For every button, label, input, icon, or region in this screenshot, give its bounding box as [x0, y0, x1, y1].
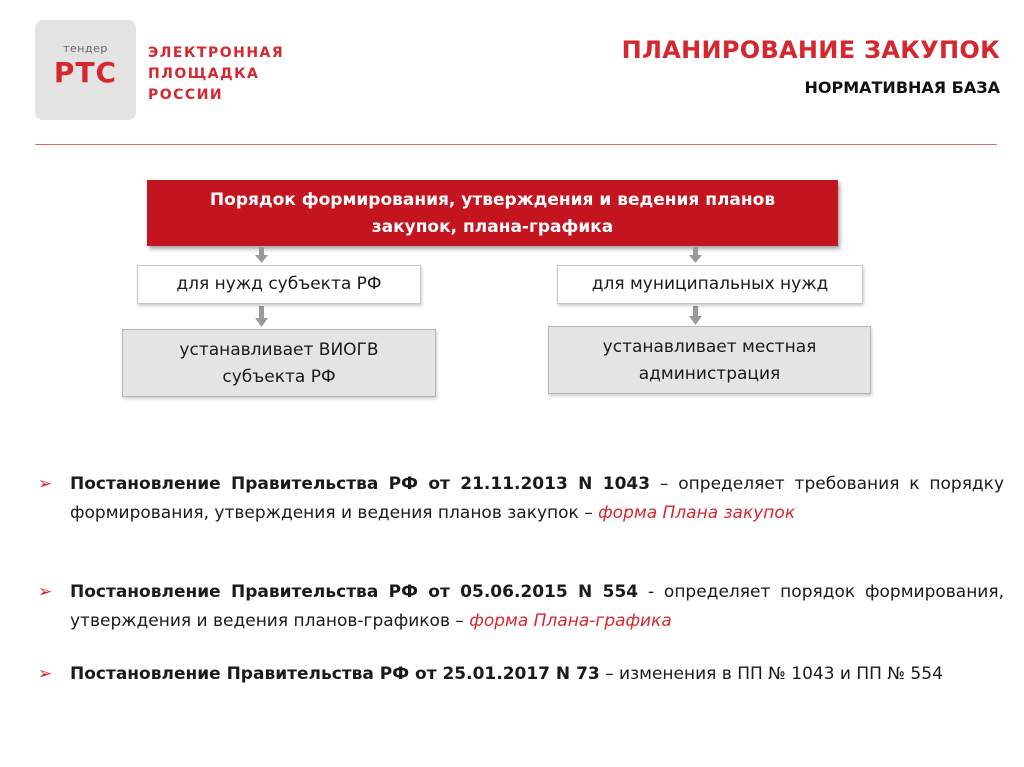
brand-line: ПЛОЩАДКА — [148, 66, 260, 82]
down-arrow-icon — [255, 306, 268, 328]
regional-result-box — [122, 329, 436, 397]
arrowhead-bullet-icon: ➢ — [38, 474, 53, 494]
resolution-title: Постановление Правительства РФ от 25.01.2017 N 73 — [70, 664, 600, 684]
resolution-description: – определяет требования к порядку формирования, утверждения и ведения планов закупок – — [70, 474, 1005, 523]
down-arrow-icon — [689, 306, 702, 326]
page-title: ПЛАНИРОВАНИЕ ЗАКУПОК — [621, 36, 1000, 64]
municipal-result-line: устанавливает местная — [602, 337, 817, 357]
regional-branch-box: для нужд субъекта РФ — [137, 265, 421, 304]
header-divider — [35, 144, 997, 145]
logo — [35, 20, 136, 120]
logo-small-text: тендер — [63, 42, 108, 55]
regional-result-line: субъекта РФ — [222, 367, 336, 387]
municipal-branch-box: для муниципальных нужд — [557, 265, 863, 304]
list-item — [38, 660, 1004, 689]
brand-line: РОССИИ — [148, 87, 224, 103]
resolution-title: Постановление Правительства РФ от 21.11.2013 N 1043 — [70, 474, 651, 494]
main-process-line: Порядок формирования, утверждения и ведения планов — [209, 190, 776, 210]
form-link[interactable]: форма Плана закупок — [598, 503, 796, 523]
list-item — [38, 470, 1004, 528]
main-process-box — [147, 180, 838, 246]
logo-main-text: РТС — [53, 56, 118, 89]
brand-line: ЭЛЕКТРОННАЯ — [148, 45, 285, 61]
arrowhead-bullet-icon: ➢ — [38, 582, 53, 602]
municipal-result-box — [548, 326, 871, 394]
down-arrow-icon — [689, 247, 702, 264]
resolution-title: Постановление Правительства РФ от 05.06.2015 N 554 — [70, 582, 639, 602]
list-item — [38, 578, 1004, 636]
brand-name — [148, 43, 284, 106]
main-process-line: закупок, плана-графика — [371, 217, 614, 237]
form-link[interactable]: форма Плана-графика — [469, 611, 672, 631]
arrowhead-bullet-icon: ➢ — [38, 664, 53, 684]
down-arrow-icon — [255, 247, 268, 264]
page-subtitle: НОРМАТИВНАЯ БАЗА — [804, 78, 1000, 97]
resolution-description: - определяет порядок формирования, утверждения и ведения планов-графиков – — [70, 582, 1004, 631]
resolution-description: – изменения в ПП № 1043 и ПП № 554 — [599, 664, 943, 684]
municipal-result-line: администрация — [638, 364, 781, 384]
regional-result-line: устанавливает ВИОГВ — [179, 340, 379, 360]
